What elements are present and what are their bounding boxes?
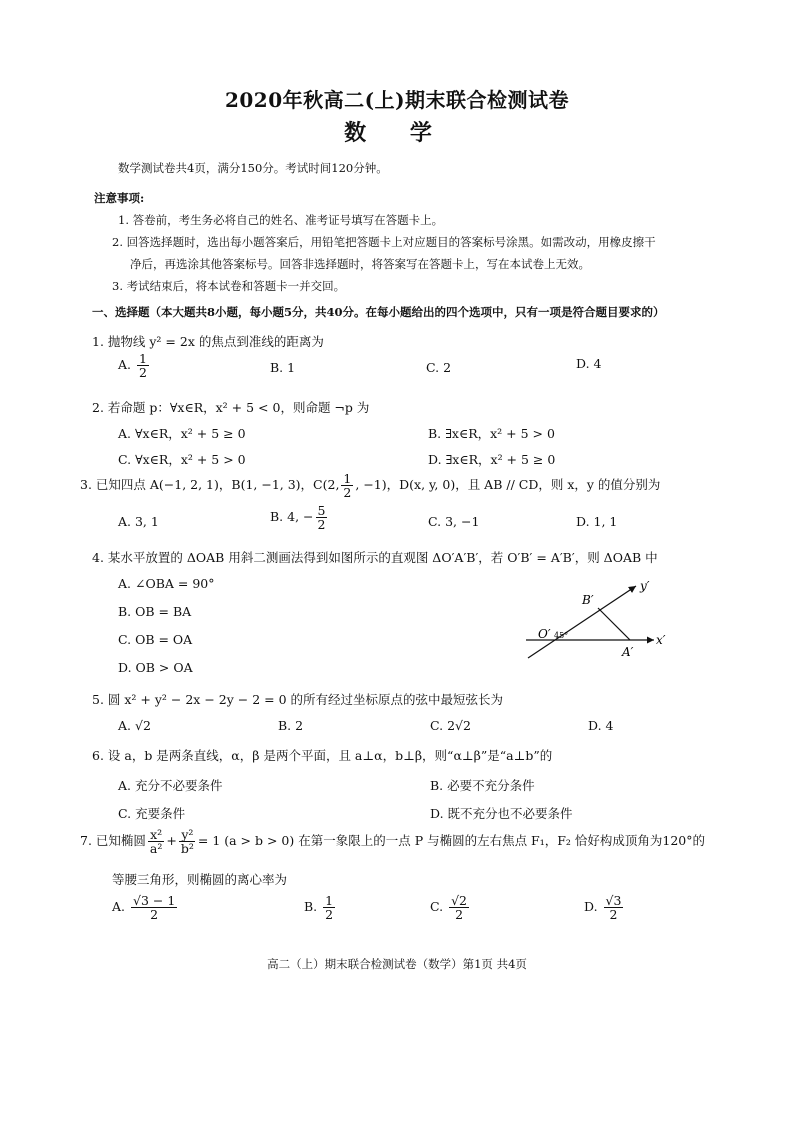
question-3-option-b: B. 4, − $\frac{5}{2}$ [270, 503, 326, 533]
question-5-option-d: D. 4 [588, 718, 614, 733]
question-1-stem: 1. 抛物线 y² = 2x 的焦点到准线的距离为 [92, 334, 324, 349]
question-3-option-d: D. 1, 1 [576, 514, 618, 529]
question-2-option-d: D. ∃x∈R，x² + 5 ≥ 0 [428, 452, 556, 467]
question-4-stem: 4. 某水平放置的 ΔOAB 用斜二测画法得到如图所示的直观图 ΔO′A′B′，若 O′B′ = A′B′，则 ΔOAB 中 [92, 550, 658, 565]
question-5-option-c: C. 2√2 [430, 718, 471, 733]
subject-title: 数 学 [344, 120, 450, 146]
question-3-option-a: A. 3, 1 [118, 514, 159, 529]
oblique-projection-figure [518, 576, 678, 666]
page-footer: 高二（上）期末联合检测试卷（数学）第1页 共4页 [267, 957, 527, 971]
question-5-option-a: A. √2 [118, 718, 151, 733]
label-angle: 45° [554, 631, 569, 640]
note-2-line-2: 净后，再选涂其他答案标号。回答非选择题时，将答案写在答题卡上，写在本试卷上无效。 [130, 257, 590, 271]
note-2-line-1: 2. 回答选择题时，选出每小题答案后，用铅笔把答题卡上对应题目的答案标号涂黑。如需改动，用橡皮擦干 [112, 235, 656, 249]
question-6-option-b: B. 必要不充分条件 [430, 778, 535, 793]
question-2-option-c: C. ∀x∈R，x² + 5 > 0 [118, 452, 246, 467]
question-2-option-a: A. ∀x∈R，x² + 5 ≥ 0 [118, 426, 246, 441]
question-7-option-a: A. $\frac{√3 - 1}{2}$ [112, 893, 176, 923]
question-7-stem-line-2: 等腰三角形，则椭圆的离心率为 [112, 872, 288, 887]
question-6-option-d: D. 既不充分也不必要条件 [430, 806, 573, 821]
question-7-stem: 7. 已知椭圆 $\frac{\text{x²}}{\text{a²}}$ + $\frac{\text{y²}}{\text{b²}}$ = 1 (a > b > 0) 在第一象限上的一点 P 与椭圆的左右焦点 F₁，F₂ 恰好构成顶角为120°的 [80, 827, 706, 857]
question-7-option-d: D. $\frac{√3}{2}$ [584, 893, 622, 923]
note-3: 3. 考试结束后，将本试卷和答题卡一并交回。 [112, 279, 346, 293]
note-1: 1. 答卷前，考生务必将自己的姓名、准考证号填写在答题卡上。 [118, 213, 444, 227]
question-7-option-c: C. $\frac{√2}{2}$ [430, 893, 467, 923]
question-5-option-b: B. 2 [278, 718, 304, 733]
label-y-prime: y′ [640, 579, 650, 593]
label-b-prime: B′ [582, 593, 594, 607]
question-6-option-c: C. 充要条件 [118, 806, 186, 821]
question-4-option-c: C. OB = OA [118, 632, 193, 647]
question-7-option-b: B. $\frac{1}{2}$ [304, 893, 334, 923]
segment-b-a [598, 608, 630, 640]
question-3-option-c: C. 3, −1 [428, 514, 480, 529]
question-1-option-c: C. 2 [426, 360, 452, 375]
question-1-option-b: B. 1 [270, 360, 296, 375]
question-2-option-b: B. ∃x∈R，x² + 5 > 0 [428, 426, 555, 441]
section-1-heading: 一、选择题（本大题共8小题，每小题5分，共40分。在每小题给出的四个选项中，只有一项是符合题目要求的） [92, 305, 665, 319]
exam-intro: 数学测试卷共4页，满分150分。考试时间120分钟。 [118, 161, 388, 175]
label-a-prime: A′ [622, 645, 634, 659]
question-6-option-a: A. 充分不必要条件 [118, 778, 223, 793]
exam-title: 2020年秋高二(上)期末联合检测试卷 [224, 88, 570, 112]
question-2-stem: 2. 若命题 p：∀x∈R，x² + 5 < 0，则命题 ¬p 为 [92, 400, 370, 415]
notes-label: 注意事项: [94, 191, 145, 205]
question-4-option-d: D. OB > OA [118, 660, 193, 675]
label-x-prime: x′ [656, 633, 666, 647]
question-4-option-a: A. ∠OBA = 90° [118, 576, 215, 591]
label-o-prime: O′ [538, 627, 551, 641]
question-5-stem: 5. 圆 x² + y² − 2x − 2y − 2 = 0 的所有经过坐标原点的弦中最短弦长为 [92, 692, 504, 707]
question-3-stem: 3. 已知四点 A(−1, 2, 1)，B(1, −1, 3)，C(2, $\frac{1}{2}$ , −1)，D(x, y, 0)，且 AB // CD，则 x，y 的值分别为 [80, 471, 661, 501]
question-1-option-a: A. $\frac{1}{2}$ [118, 351, 147, 381]
question-1-option-d: D. 4 [576, 356, 602, 371]
question-6-stem: 6. 设 a，b 是两条直线，α，β 是两个平面，且 a⊥α，b⊥β，则“α⊥β”是“a⊥b”的 [92, 748, 553, 763]
question-4-option-b: B. OB = BA [118, 604, 192, 619]
